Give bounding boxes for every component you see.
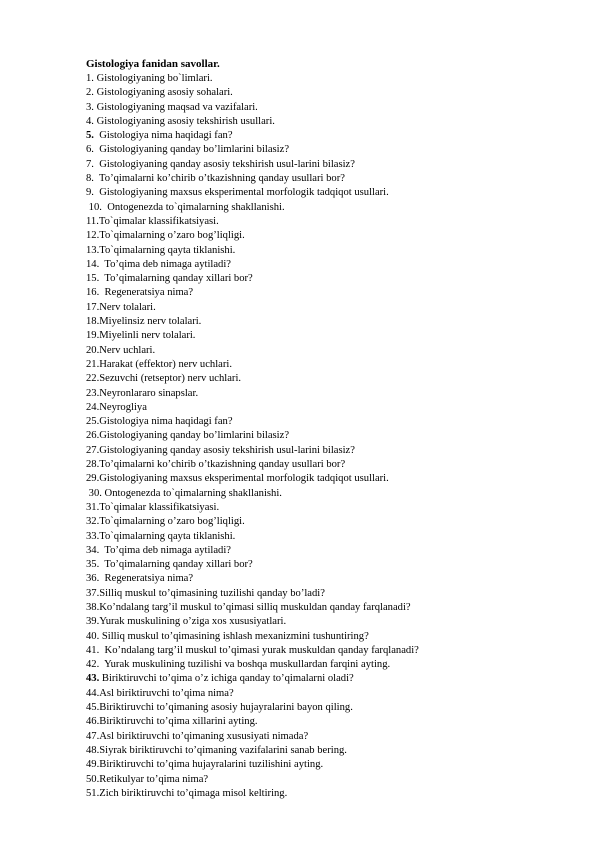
question-text: Harakat (effektor) nerv uchlari. — [99, 358, 232, 370]
question-item — [86, 429, 566, 443]
question-item — [86, 258, 566, 272]
question-number: 18. — [86, 316, 100, 328]
question-item — [86, 201, 566, 215]
question-text: Yurak muskulining tuzilishi va boshqa muskullardan farqini ayting. — [99, 659, 391, 671]
question-text: Miyelinsiz nerv tolalari. — [99, 316, 202, 328]
question-item — [86, 115, 566, 129]
question-item — [86, 644, 566, 658]
question-text: Yurak muskulining o’ziga xos xususiyatlari. — [99, 616, 287, 628]
question-number: 45. — [86, 702, 100, 714]
question-text: Gistologiyaning maxsus eksperimental morfologik tadqiqot usullari. — [99, 473, 389, 485]
question-text: To`qimalar klassifikatsiyasi. — [99, 501, 220, 513]
question-item — [86, 101, 566, 115]
question-number: 44. — [86, 687, 100, 699]
question-item — [86, 687, 566, 701]
question-number: 40. — [86, 630, 100, 642]
question-number: 30. — [86, 487, 102, 499]
question-text: Sezuvchi (retseptor) nerv uchlari. — [99, 373, 242, 385]
question-number: 17. — [86, 301, 100, 313]
question-number: 19. — [86, 330, 100, 342]
question-item — [86, 630, 566, 644]
question-number: 51. — [86, 787, 100, 799]
question-item — [86, 587, 566, 601]
question-text: Nerv uchlari. — [99, 344, 156, 356]
question-item — [86, 72, 566, 86]
question-text: Ko’ndalang targ’il muskul to’qimasi silliq muskuldan qanday farqlanadi? — [99, 601, 411, 613]
question-text: Asl biriktiruvchi to’qimaning xususiyati nimada? — [99, 730, 309, 742]
question-number: 38. — [86, 601, 100, 613]
question-text: Gistologiyaning qanday bo’limlarini bilasiz? — [99, 430, 290, 442]
question-number: 1. — [86, 73, 94, 84]
question-item — [86, 244, 566, 258]
question-text: To’qimalarni ko’chirib o’tkazishning qanday usullari bor? — [93, 173, 345, 185]
question-item — [86, 143, 566, 157]
question-number: 47. — [86, 730, 100, 742]
question-number: 10. — [86, 201, 102, 213]
question-number: 32. — [86, 516, 100, 528]
question-text: To`qimalar klassifikatsiyasi. — [98, 215, 219, 227]
question-item — [86, 715, 566, 729]
question-text: Biriktiruvchi to’qima o’z ichiga qanday to’qimalarni oladi? — [99, 673, 354, 685]
question-number: 35. — [86, 559, 100, 571]
question-text: To`qimalarning qayta tiklanishi. — [99, 244, 236, 256]
question-text: To’qima deb nimaga aytiladi? — [99, 544, 231, 556]
question-item — [86, 315, 566, 329]
question-item — [86, 344, 566, 358]
question-text: Nerv tolalari. — [99, 301, 156, 313]
question-text: Neyrogliya — [99, 401, 147, 413]
question-text: Biriktiruvchi to’qima xillarini ayting. — [99, 716, 258, 728]
question-item — [86, 401, 566, 415]
question-number: 4. — [86, 115, 94, 127]
question-number: 11. — [86, 215, 99, 227]
question-item — [86, 272, 566, 286]
question-item — [86, 558, 566, 572]
question-item — [86, 229, 566, 243]
question-text: Ko’ndalang targ’il muskul to’qimasi yurak muskuldan qanday farqlanadi? — [99, 644, 419, 656]
question-text: Zich biriktiruvchi to’qimaga misol keltiring. — [99, 787, 288, 799]
question-text: Retikulyar to’qima nima? — [99, 773, 209, 785]
question-number: 33. — [86, 530, 100, 542]
question-number: 8. — [86, 173, 94, 185]
question-number: 3. — [86, 101, 94, 113]
question-text: Gistologiyaning qanday bo’limlarini bilasiz? — [93, 144, 290, 156]
question-item — [86, 515, 566, 529]
question-item — [86, 372, 566, 386]
question-number: 41. — [86, 644, 100, 656]
question-text: To`qimalarning o’zaro bog’liqligi. — [99, 230, 245, 242]
question-item — [86, 615, 566, 629]
question-text: Gistologiyaning bo`limlari. — [93, 73, 213, 84]
question-number: 29. — [86, 473, 100, 485]
question-item — [86, 358, 566, 372]
question-item — [86, 158, 566, 172]
question-number: 6. — [86, 144, 94, 156]
document-content — [86, 57, 566, 801]
question-text: Ontogenezda to`qimalarning shakllanishi. — [101, 201, 285, 213]
question-item — [86, 387, 566, 401]
question-number: 27. — [86, 444, 100, 456]
question-number: 12. — [86, 230, 100, 242]
question-item — [86, 773, 566, 787]
question-number: 24. — [86, 401, 100, 413]
question-item — [86, 530, 566, 544]
question-text: Ontogenezda to`qimalarning shakllanishi. — [101, 487, 282, 499]
question-text: Gistologiyaning maxsus eksperimental morfologik tadqiqot usullari. — [93, 187, 389, 199]
question-item — [86, 744, 566, 758]
question-item — [86, 672, 566, 686]
question-text: Neyronlararo sinapslar. — [99, 387, 199, 399]
question-item — [86, 487, 566, 501]
question-item — [86, 415, 566, 429]
question-number: 15. — [86, 273, 100, 285]
question-number: 26. — [86, 430, 100, 442]
question-text: Silliq muskul to’qimasining tuzilishi qanday bo’ladi? — [99, 587, 325, 599]
question-item — [86, 701, 566, 715]
question-item — [86, 186, 566, 200]
question-text: Regeneratsiya nima? — [99, 287, 194, 299]
question-number: 49. — [86, 759, 100, 771]
question-text: Biriktiruvchi to’qimaning asosiy hujayralarini bayon qiling. — [99, 702, 353, 714]
question-text: Gistologiya nima haqidagi fan? — [99, 416, 233, 428]
question-text: To`qimalarning o’zaro bog’liqligi. — [99, 516, 245, 528]
question-number: 23. — [86, 387, 100, 399]
question-number: 43. — [86, 673, 100, 685]
question-item — [86, 758, 566, 772]
question-item — [86, 601, 566, 615]
question-text: Biriktiruvchi to’qima hujayralarini tuzilishini ayting. — [99, 759, 324, 771]
question-text: Regeneratsiya nima? — [99, 573, 194, 585]
question-text: Gistologiyaning asosiy tekshirish usullari. — [93, 115, 275, 127]
question-number: 28. — [86, 459, 100, 471]
question-item — [86, 286, 566, 300]
question-item — [86, 172, 566, 186]
question-number: 42. — [86, 659, 100, 671]
question-number: 34. — [86, 544, 100, 556]
question-text: Gistologiyaning qanday asosiy tekshirish usul-larini bilasiz? — [93, 158, 355, 170]
question-text: Miyelinli nerv tolalari. — [99, 330, 196, 342]
question-number: 2. — [86, 87, 94, 99]
question-text: To’qima deb nimaga aytiladi? — [99, 258, 231, 270]
question-number: 21. — [86, 358, 100, 370]
question-text: Asl biriktiruvchi to’qima nima? — [99, 687, 234, 699]
question-number: 7. — [86, 158, 94, 170]
question-item — [86, 329, 566, 343]
question-text: To’qimalarning qanday xillari bor? — [99, 273, 253, 285]
question-text: To`qimalarning qayta tiklanishi. — [99, 530, 236, 542]
question-list — [86, 72, 566, 801]
document-title: Gistologiya fanidan savollar. — [86, 58, 220, 70]
question-item — [86, 215, 566, 229]
question-text: Silliq muskul to’qimasining ishlash mexanizmini tushuntiring? — [99, 630, 369, 642]
question-number: 46. — [86, 716, 100, 728]
question-number: 20. — [86, 344, 100, 356]
question-item — [86, 86, 566, 100]
question-number: 16. — [86, 287, 100, 299]
question-item — [86, 501, 566, 515]
question-item — [86, 544, 566, 558]
question-item — [86, 129, 566, 143]
question-item — [86, 301, 566, 315]
question-text: To’qimalarni ko’chirib o’tkazishning qanday usullari bor? — [99, 459, 346, 471]
question-text: Gistologiyaning qanday asosiy tekshirish usul-larini bilasiz? — [99, 444, 355, 456]
question-item — [86, 787, 566, 801]
question-number: 39. — [86, 616, 100, 628]
question-number: 13. — [86, 244, 100, 256]
question-text: Gistologiyaning maqsad va vazifalari. — [93, 101, 258, 113]
question-number: 36. — [86, 573, 100, 585]
question-item — [86, 444, 566, 458]
question-item — [86, 730, 566, 744]
question-text: To’qimalarning qanday xillari bor? — [99, 559, 253, 571]
question-text: Siyrak biriktiruvchi to’qimaning vazifalarini sanab bering. — [99, 744, 347, 756]
question-number: 5. — [86, 130, 94, 142]
question-number: 9. — [86, 187, 94, 199]
question-number: 22. — [86, 373, 100, 385]
question-text: Gistologiya nima haqidagi fan? — [93, 130, 233, 142]
question-number: 31. — [86, 501, 100, 513]
question-item — [86, 658, 566, 672]
question-item — [86, 472, 566, 486]
question-item — [86, 572, 566, 586]
question-number: 50. — [86, 773, 100, 785]
question-number: 37. — [86, 587, 100, 599]
question-item — [86, 458, 566, 472]
question-number: 14. — [86, 258, 100, 270]
question-text: Gistologiyaning asosiy sohalari. — [93, 87, 233, 99]
question-number: 48. — [86, 744, 100, 756]
question-number: 25. — [86, 416, 100, 428]
